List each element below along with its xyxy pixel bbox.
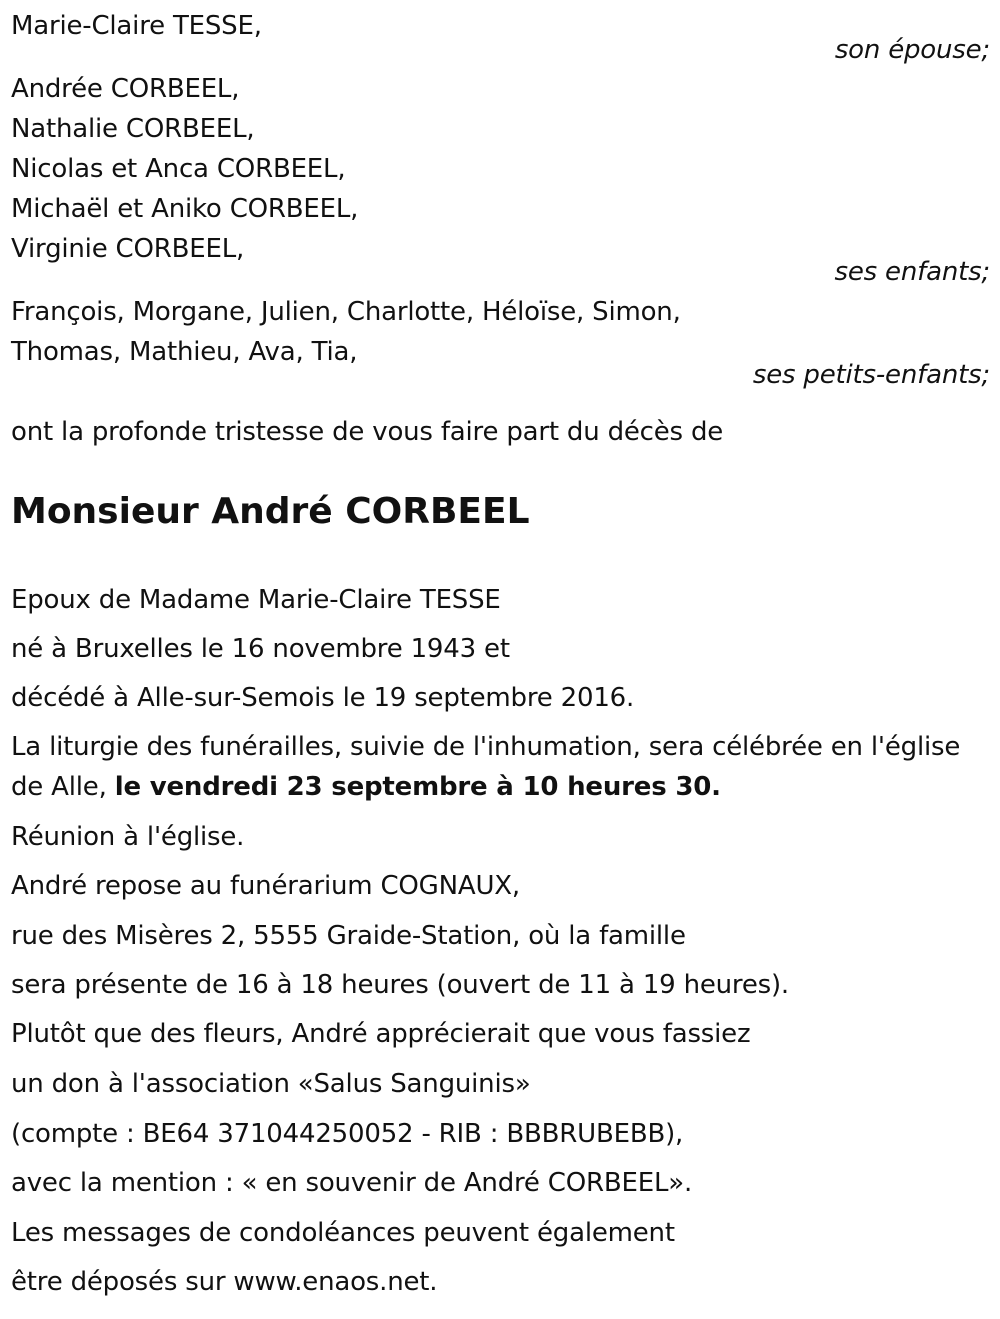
grandchildren-names-line: Thomas, Mathieu, Ava, Tia, (11, 337, 358, 367)
child-name: Nicolas et Anca CORBEEL, (11, 154, 346, 184)
info-line: Réunion à l'église. (11, 822, 245, 852)
liturgy-line: La liturgie des funérailles, suivie de l'inhumation, sera célébrée en l'église (11, 732, 961, 762)
child-name: Virginie CORBEEL, (11, 234, 245, 264)
deceased-title: Monsieur André CORBEEL (11, 491, 530, 532)
children-role: ses enfants; (834, 257, 990, 287)
info-line-website: être déposés sur www.enaos.net. (11, 1267, 438, 1297)
grandchildren-role: ses petits-enfants; (752, 360, 990, 390)
spouse-role: son épouse; (834, 35, 990, 65)
spouse-name: Marie-Claire TESSE, (11, 11, 262, 41)
announcement-text: ont la profonde tristesse de vous faire part du décès de (11, 417, 724, 447)
detail-line: né à Bruxelles le 16 novembre 1943 et (11, 634, 510, 664)
info-line: rue des Misères 2, 5555 Graide-Station, où la famille (11, 921, 686, 951)
info-line: Plutôt que des fleurs, André apprécierait que vous fassiez (11, 1019, 751, 1049)
detail-line: Epoux de Madame Marie-Claire TESSE (11, 585, 501, 615)
info-line: André repose au funérarium COGNAUX, (11, 871, 520, 901)
info-line: Les messages de condoléances peuvent également (11, 1218, 675, 1248)
liturgy-date-time: le vendredi 23 septembre à 10 heures 30. (114, 772, 721, 802)
info-line: un don à l'association «Salus Sanguinis» (11, 1069, 531, 1099)
info-line: sera présente de 16 à 18 heures (ouvert de 11 à 19 heures). (11, 970, 790, 1000)
child-name: Nathalie CORBEEL, (11, 114, 255, 144)
liturgy-line-date (11, 767, 721, 807)
liturgy-place: de Alle, (11, 772, 115, 802)
child-name: Michaël et Aniko CORBEEL, (11, 194, 359, 224)
grandchildren-names-line: François, Morgane, Julien, Charlotte, Héloïse, Simon, (11, 297, 681, 327)
detail-line: décédé à Alle-sur-Semois le 19 septembre 2016. (11, 683, 635, 713)
child-name: Andrée CORBEEL, (11, 74, 240, 104)
info-line: (compte : BE64 371044250052 - RIB : BBBRUBEBB), (11, 1119, 684, 1149)
info-line: avec la mention : « en souvenir de André CORBEEL». (11, 1168, 693, 1198)
